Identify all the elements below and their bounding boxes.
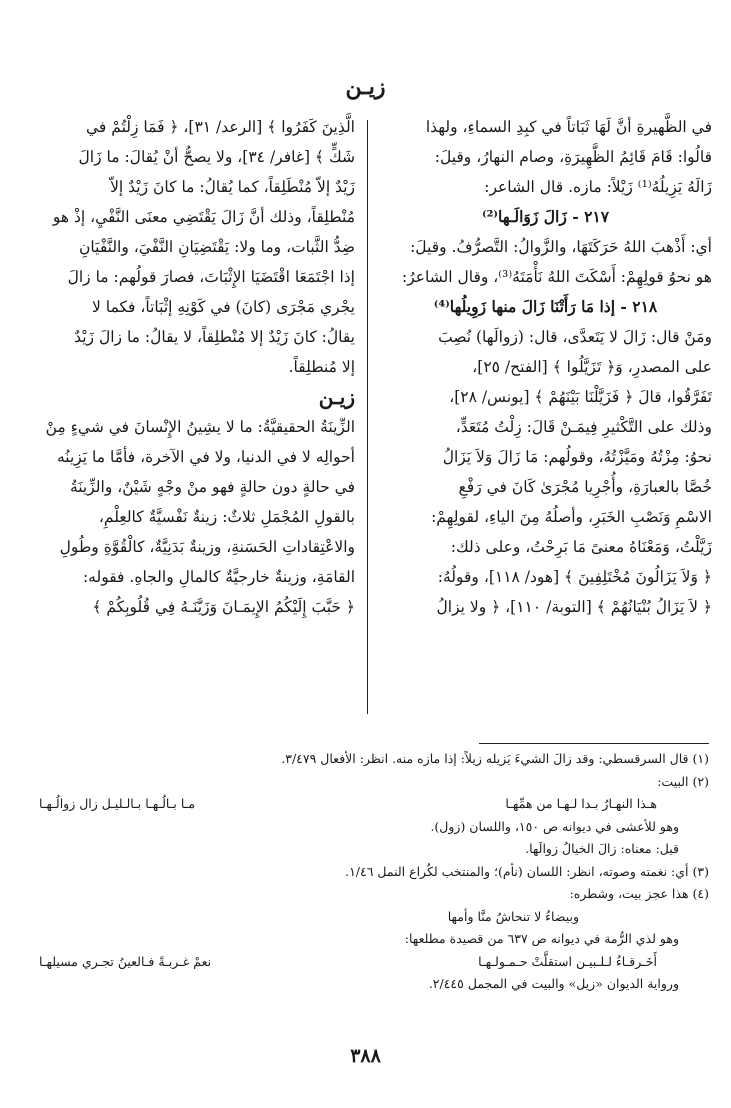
footnote-4-variant: ورواية الديوان «زيل» والبيت في المجمل ٢/٤٤٥. [428, 976, 679, 991]
right-line: زَيَّلْتُ، وَمَعْنَاهُ معنىً مَا بَرِحْتُ، وعلى ذلك: [450, 538, 712, 556]
right-line: على المصدرِ، وَ﴿ تَزَيَّلُوا ﴾ [الفتح/ ٢٥]، [472, 358, 712, 376]
verse-second-half: نعمْ غـربـةً فـالعينُ تجـري مسيلهـا [39, 953, 212, 969]
right-line: نحوُ: مِزْتُهُ ومَيَّزْتُهُ، وقولُهم: مَا زَالَ وَلاَ يَزَالُ [442, 448, 712, 466]
verse-first-half: أَخَـرقـاءُ لـلـبيـن استقلَّتْ حـمـولـهـا [478, 953, 657, 969]
right-line: وذلك على التَّكْثيرِ فِيمَـنْ قَالَ: زِلْتُ مُتَعَدٍّ، [455, 418, 712, 436]
right-line: الاسْمِ وَنَصْبِ الخَبَرِ، وأصلُهُ مِنَ الياءِ، لقولِهِمْ: [431, 508, 712, 526]
left-line: الزِّينَةُ الحقيقيَّةُ: ما لا يشِينُ الإِنْسانَ في شيءٍ مِنْ [45, 418, 355, 436]
right-line: هو نحوُ قولِهِمْ: أَسْكَتَ اللهُ نَأْمَتَهُ⁽³⁾، وقال الشاعرُ: [401, 268, 712, 286]
footnote-2-verse [19, 793, 709, 816]
left-line: إلا مُنطلِقاً. [288, 358, 355, 376]
right-line: ﴿ وَلاَ يَزَالُونَ مُخْتَلِفِينَ ﴾ [هود/ ١١٨]، وقولُهُ: [437, 568, 712, 586]
footnote-4-half-verse: وبيضاءُ لا تنحاشُ منَّا وأمها [447, 908, 579, 924]
left-line: أحوالِه لا في الدنيا، ولا في الآخرة، فأمَّا ما يَزِينُه [56, 448, 355, 466]
right-line: أي: أَذْهبَ اللهُ حَرَكَتَهَا، والزَّوالُ: التَّصرُّفُ. وقيلَ: [410, 238, 712, 256]
right-line: قالُوا: قَامَ قَائِمُ الظَّهِيرَةِ، وصام النهارُ، وقيلَ: [434, 148, 712, 166]
right-line: ﴿ لاَ يَزَالُ بُنْيَانُهُمْ ﴾ [التوبة/ ١١٠]، ﴿ ولا يزالُ [436, 598, 712, 616]
page-number: ٣٨٨ [350, 1045, 381, 1067]
left-line: ﴿ حَبَّبَ إِلَيْكُمُ الإِيمَـانَ وَزَيَّنَـهُ فِي قُلُوبِكُمْ ﴾ [92, 598, 355, 616]
right-line: ومَنْ قال: زَالَ لا يَتَعدَّى، قال: (زوالَها) نُصِبَ [438, 328, 712, 346]
left-line: مُنْطلِقاً، وذلك أنَّ زَالَ يَقْتَضِي معنَى النَّفْيِ، إذْ هو [52, 208, 355, 226]
left-line: والاعْتِقاداتِ الحَسَنةِ، وزينةٌ بَدَنِيَّةٌ، كالْقُوَّةِ وطُولِ [59, 538, 355, 556]
left-column [22, 112, 355, 717]
page-header-entry-title: زيـن [345, 74, 386, 100]
left-line: يجْري مَجْرَى (كانَ) في كَوْنِهِ إثْبَاتاً، فكما لا [92, 298, 355, 316]
left-line: في حالةٍ دون حالةٍ فهو منْ وجْهٍ شَيْنٌ، والزِّينَةُ [69, 478, 355, 496]
footnote-separator [479, 743, 709, 744]
footnote-2-source: وهو للأعشى في ديوانه ص ١٥٠، واللسان (زول). [430, 818, 679, 834]
column-divider [367, 120, 368, 714]
right-line: زَالَهُ يَزِيلُهُ⁽¹⁾ زَيْلاً: مازه. قال الشاعر: [484, 178, 712, 196]
footnote-4-source: وهو لذي الرُّمة في ديوانه ص ٦٣٧ من قصيدة مطلعها: [404, 931, 679, 946]
footnote-4-label: (٤) هذا عجز بيت، وشطره: [569, 886, 709, 901]
section-heading-zayn: زيـن [318, 385, 355, 409]
left-line: القامَةِ، وزينةٌ خارجيَّةٌ كالمالِ والجاهِ. فقوله: [82, 568, 355, 586]
verse-second-half: مـا بـالُـهـا بـالـليـل زال زوالُـهـا [39, 796, 196, 811]
right-line: خُصَّا بالعبارَةِ، وأُجْرِيا مُجْرَىٰ كَانَ في رَفْعِ [458, 478, 712, 496]
verse-218: ٢١٨ - إذا مَا رَأَتْنَا زَالَ منها زَوِيلُها⁽⁴⁾ [433, 297, 658, 316]
footnote-1: (١) قال السرقسطي: وقد زالَ الشيءَ يَزيله زيلاً: إذا مازه منه. انظر: الأفعال ٣/٤٧٩. [281, 751, 709, 766]
footnotes [19, 748, 709, 996]
left-line: ضِدُّ الثَّبات، وما ولا: يَقْتَضِيَانِ النَّفْيَ، والنَّفْيَانِ [79, 238, 355, 256]
footnote-2-label: (٢) البيت: [657, 773, 709, 789]
text-columns [22, 112, 712, 717]
left-line: شَكٍّ ﴾ [غافر/ ٣٤]، ولا يصحُّ أنْ يُقالَ: ما زَالَ [78, 148, 355, 166]
verse-217: ٢١٧ - زَالَ زَوَالَـها⁽²⁾ [481, 207, 610, 226]
right-column [379, 112, 712, 717]
left-line: زَيْدٌ إلاّ مُنْطَلِقاً، كما يُقالُ: ما كانَ زَيْدٌ إلاّ [110, 178, 355, 196]
left-line: بالقولِ المُجْمَلِ ثلاثٌ: زينةٌ نَفْسيَّةٌ كالعِلْمِ، [98, 508, 355, 526]
right-line: في الظَّهيرةِ أنَّ لَهَا ثَبَاتاً في كبِدِ السماءِ، ولهذا [425, 118, 712, 136]
verse-first-half: هـذا النهـارُ بـدا لـهـا من همِّهـا [505, 796, 657, 811]
right-line: تَفَرَّقُوا، قالَ ﴿ فَزَيَّلْنَا بَيْنَهُمْ ﴾ [يونس/ ٢٨]، [449, 388, 712, 406]
footnote-3: (٣) أي: نغمته وصوته، انظر: اللسان (نأم)؛ والمنتخب لكُراع النمل ١/٤٦. [345, 863, 709, 879]
left-line: يقالُ: كانَ زَيْدٌ إلا مُنْطلِقاً، لا يقالُ: ما زالَ زَيْدٌ [74, 328, 355, 346]
left-line: إذا اجْتَمَعَا اقْتَضَيَا الإِثْبَاتَ، فصارَ قولُهم: ما زالَ [67, 268, 355, 286]
footnote-2-note: قيل: معناه: زالَ الخيالُ زوالَها. [525, 841, 679, 856]
left-line: الَّذِينَ كَفَرُوا ﴾ [الرعد/ ٣١]، ﴿ فَمَا زِلْتُمْ في [86, 118, 355, 136]
footnote-4-verse [19, 951, 709, 974]
